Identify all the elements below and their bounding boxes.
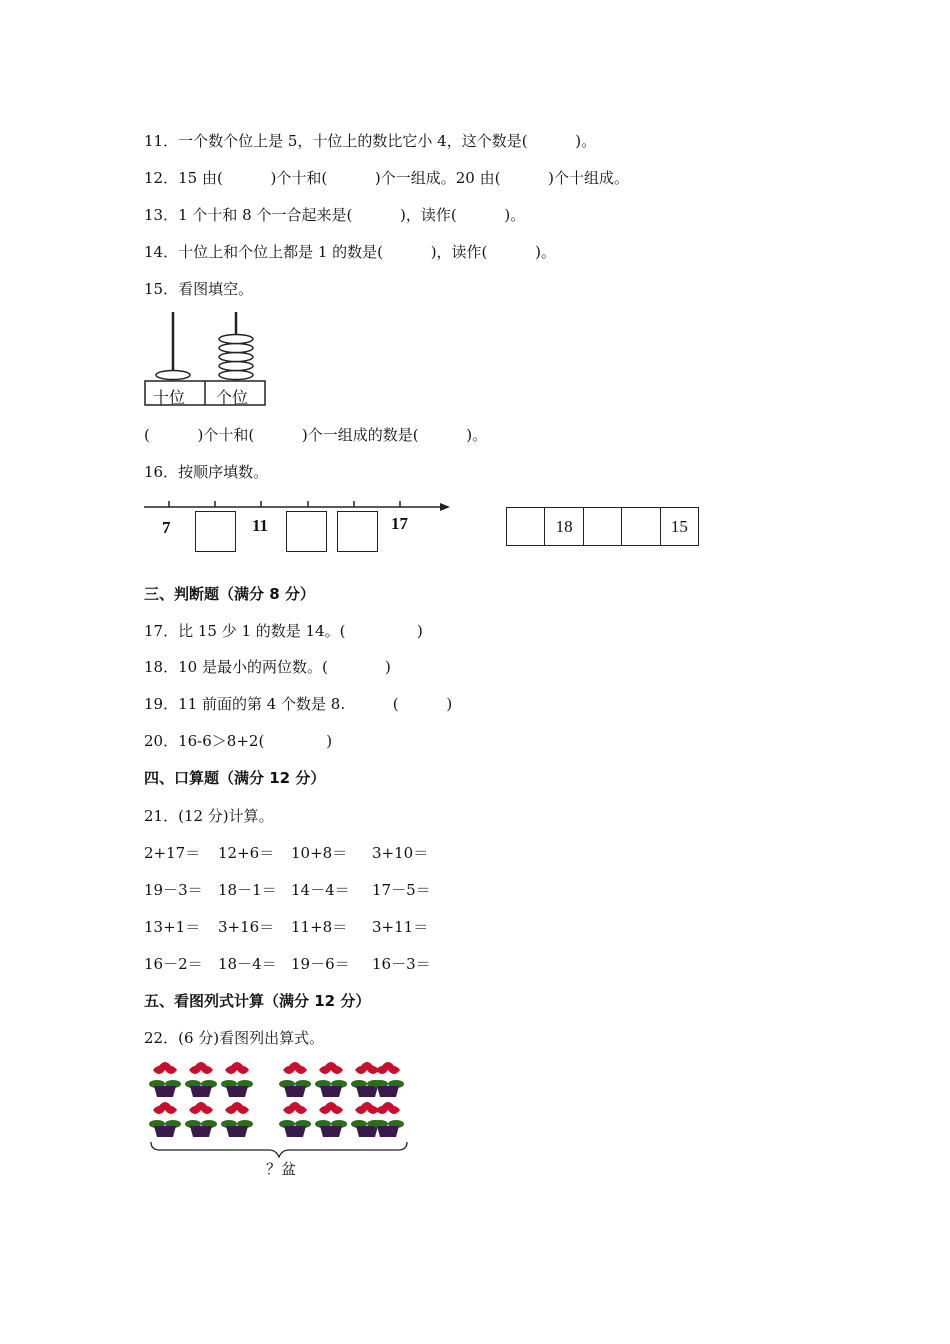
flower-pot-icon — [372, 1102, 404, 1137]
brace — [148, 1140, 410, 1160]
calc-item: 17－5＝ — [372, 881, 431, 899]
flower-pot-icon — [185, 1062, 217, 1097]
flower-pot-icon — [351, 1102, 383, 1137]
calc-item: 19－6＝ — [291, 955, 350, 973]
strip-cell: 15 — [670, 516, 688, 536]
answer-box[interactable] — [286, 511, 327, 552]
flower-pot-icon — [221, 1102, 253, 1137]
calc-item: 18－1＝ — [218, 881, 277, 899]
flower-pot-icon — [149, 1102, 181, 1137]
number-line-label: 17 — [391, 514, 408, 533]
calc-item: 3+10＝ — [372, 844, 429, 862]
tens-beads — [156, 371, 190, 380]
flower-pot-icon — [279, 1102, 311, 1137]
strip-cell: 18 — [545, 508, 583, 545]
question-14: 14．十位上和个位上都是 1 的数是( )，读作( )。 — [144, 243, 556, 261]
flower-pot-icon — [315, 1102, 347, 1137]
question-19: 19．11 前面的第 4 个数是 8. ( ) — [144, 695, 453, 713]
question-17: 17．比 15 少 1 的数是 14。( ) — [144, 622, 423, 640]
calc-item: 19－3＝ — [144, 881, 203, 899]
abacus-bead — [219, 362, 253, 371]
abacus-bead — [219, 371, 253, 380]
abacus-bead — [219, 344, 253, 353]
flower-pot-icon — [221, 1062, 253, 1097]
question-21: 21．(12 分)计算。 — [144, 807, 274, 825]
question-15: 15．看图填空。 — [144, 280, 254, 298]
calc-item: 3+11＝ — [372, 918, 429, 936]
abacus-bead — [219, 335, 253, 344]
strip-cell[interactable] — [584, 508, 622, 545]
calc-item: 16－3＝ — [372, 955, 431, 973]
calc-item: 12+6＝ — [218, 844, 275, 862]
strip-cell[interactable] — [507, 508, 545, 545]
brace-caption: ？盆 — [266, 1160, 297, 1178]
question-13: 13．1 个十和 8 个一合起来是( )，读作( )。 — [144, 206, 526, 224]
answer-box[interactable] — [337, 511, 378, 552]
flower-pot-icon — [279, 1062, 311, 1097]
number-line-label: 7 — [162, 518, 171, 537]
question-16: 16．按顺序填数。 — [144, 463, 269, 481]
calc-item: 18－4＝ — [218, 955, 277, 973]
ones-beads — [219, 335, 253, 380]
flower-pot-icon — [351, 1062, 383, 1097]
question-22: 22．(6 分)看图列出算式。 — [144, 1029, 325, 1047]
abacus-bead — [219, 353, 253, 362]
calc-item: 10+8＝ — [291, 844, 348, 862]
calc-item: 11+8＝ — [291, 918, 348, 936]
flower-pot-icon — [372, 1062, 404, 1097]
question-11: 11．一个数个位上是 5，十位上的数比它小 4，这个数是( )。 — [144, 132, 597, 150]
question-18: 18．10 是最小的两位数。( ) — [144, 658, 391, 676]
strip-cell[interactable] — [622, 508, 660, 545]
abacus-tens-label: 十位 — [153, 388, 186, 407]
flower-pot-icon — [185, 1102, 217, 1137]
flower-pot-icon — [149, 1062, 181, 1097]
section-heading: 四、口算题（满分 12 分） — [144, 769, 326, 787]
calc-item: 2+17＝ — [144, 844, 201, 862]
calc-item: 16－2＝ — [144, 955, 203, 973]
abacus-ones-label: 个位 — [216, 388, 249, 407]
question-20: 20．16-6＞8+2( ) — [144, 732, 333, 750]
flower-pot-icon — [315, 1062, 347, 1097]
calc-item: 3+16＝ — [218, 918, 275, 936]
number-line-label: 11 — [252, 516, 269, 535]
number-strip — [506, 507, 699, 546]
section-heading: 三、判断题（满分 8 分） — [144, 585, 315, 603]
section-heading: 五、看图列式计算（满分 12 分） — [144, 992, 371, 1010]
calc-item: 13+1＝ — [144, 918, 201, 936]
question-15-fill: ( )个十和( )个一组成的数是( )。 — [144, 426, 488, 444]
abacus-bead — [156, 371, 190, 380]
calc-item: 14－4＝ — [291, 881, 350, 899]
answer-box[interactable] — [195, 511, 236, 552]
question-12: 12．15 由( )个十和( )个一组成。20 由( )个十组成。 — [144, 169, 629, 187]
